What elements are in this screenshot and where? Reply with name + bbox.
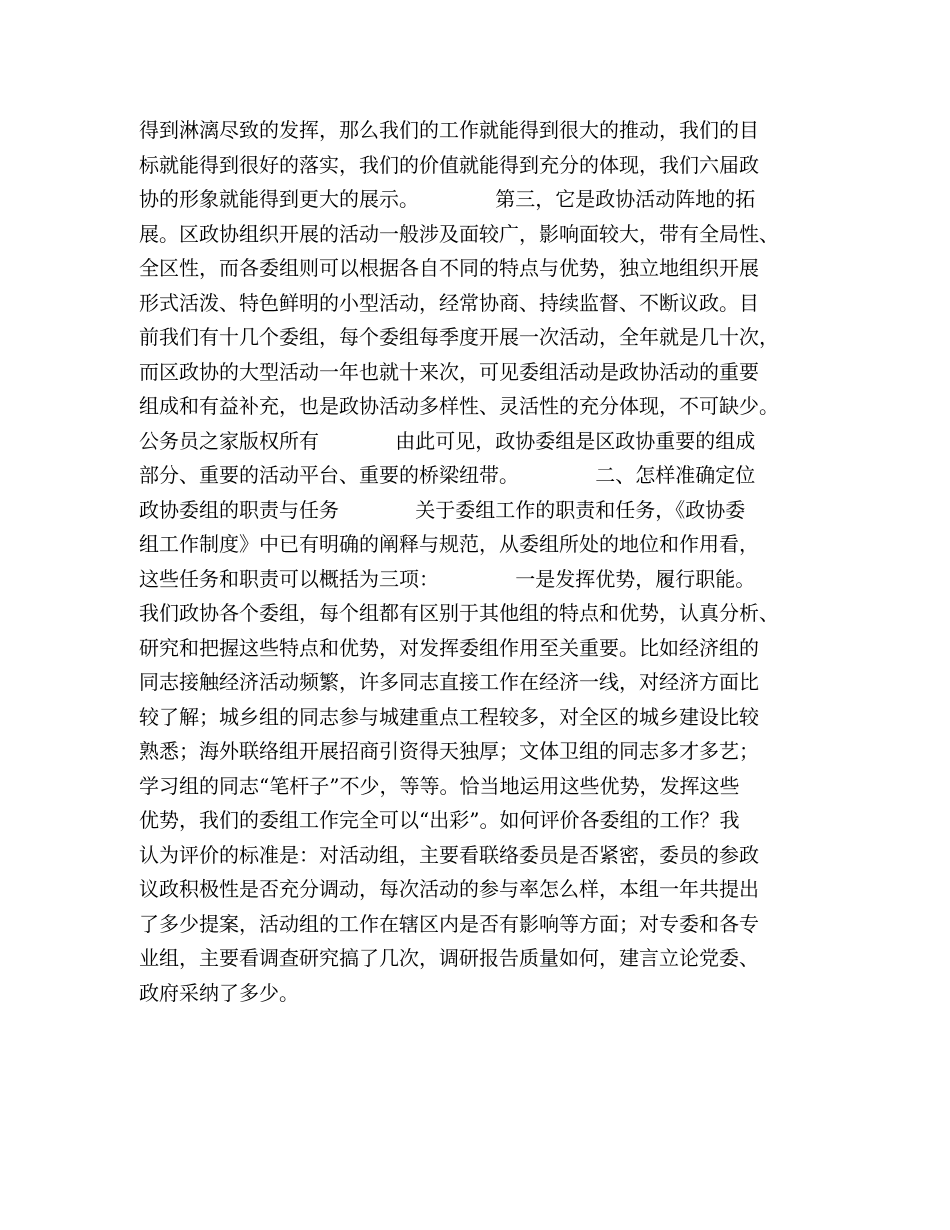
text-line: 协的形象就能得到更大的展示。 第三，它是政协活动阵地的拓: [139, 187, 756, 211]
text-line: 组成和有益补充，也是政协活动多样性、灵活性的充分体现，不可缺少。: [139, 394, 779, 418]
text-line: 熟悉；海外联络组开展招商引资得天独厚；文体卫组的同志多才多艺；: [139, 739, 759, 763]
text-line: 这些任务和职责可以概括为三项： 一是发挥优势，履行职能。: [139, 566, 756, 591]
text-line: 部分、重要的活动平台、重要的桥梁纽带。 二、怎样准确定位: [139, 463, 756, 487]
text-line: 学习组的同志“笔杆子”不少，等等。恰当地运用这些优势，发挥这些: [139, 773, 740, 798]
text-line: 较了解；城乡组的同志参与城建重点工程较多，对全区的城乡建设比较: [139, 704, 759, 729]
text-line: 展。区政协组织开展的活动一般涉及面较广，影响面较大，带有全局性、: [139, 221, 779, 246]
body-text: [139, 113, 839, 1010]
text-line: 我们政协各个委组，每个组都有区别于其他组的特点和优势，认真分析、: [139, 601, 779, 625]
text-line: 研究和把握这些特点和优势，对发挥委组作用至关重要。比如经济组的: [139, 635, 759, 660]
text-line: 前我们有十几个委组，每个委组每季度开展一次活动，全年就是几十次，: [139, 325, 779, 349]
text-line: 业组，主要看调查研究搞了几次，调研报告质量如何，建言立论党委、: [139, 946, 759, 970]
text-line: 公务员之家版权所有 由此可见，政协委组是区政协重要的组成: [139, 428, 756, 453]
text-line: 了多少提案，活动组的工作在辖区内是否有影响等方面；对专委和各专: [139, 911, 759, 936]
text-line: 全区性，而各委组则可以根据各自不同的特点与优势，独立地组织开展: [139, 256, 759, 280]
text-line: 认为评价的标准是：对活动组，主要看联络委员是否紧密，委员的参政: [139, 842, 759, 867]
text-line: 得到淋漓尽致的发挥，那么我们的工作就能得到很大的推动，我们的目: [139, 118, 759, 142]
text-line: 政府采纳了多少。: [139, 980, 299, 1005]
text-line: 政协委组的职责与任务 关于委组工作的职责和任务，《政协委: [139, 497, 746, 522]
text-line: 优势，我们的委组工作完全可以“出彩”。如何评价各委组的工作？我: [139, 808, 740, 832]
text-line: 同志接触经济活动频繁，许多同志直接工作在经济一线，对经济方面比: [139, 670, 759, 694]
text-line: 议政积极性是否充分调动，每次活动的参与率怎么样，本组一年共提出: [139, 877, 759, 901]
text-line: 组工作制度》中已有明确的阐释与规范，从委组所处的地位和作用看，: [139, 532, 759, 556]
text-line: 形式活泼、特色鲜明的小型活动，经常协商、持续监督、不断议政。目: [139, 290, 759, 315]
text-line: 而区政协的大型活动一年也就十来次，可见委组活动是政协活动的重要: [139, 359, 759, 384]
text-line: 标就能得到很好的落实，我们的价值就能得到充分的体现，我们六届政: [139, 152, 759, 177]
